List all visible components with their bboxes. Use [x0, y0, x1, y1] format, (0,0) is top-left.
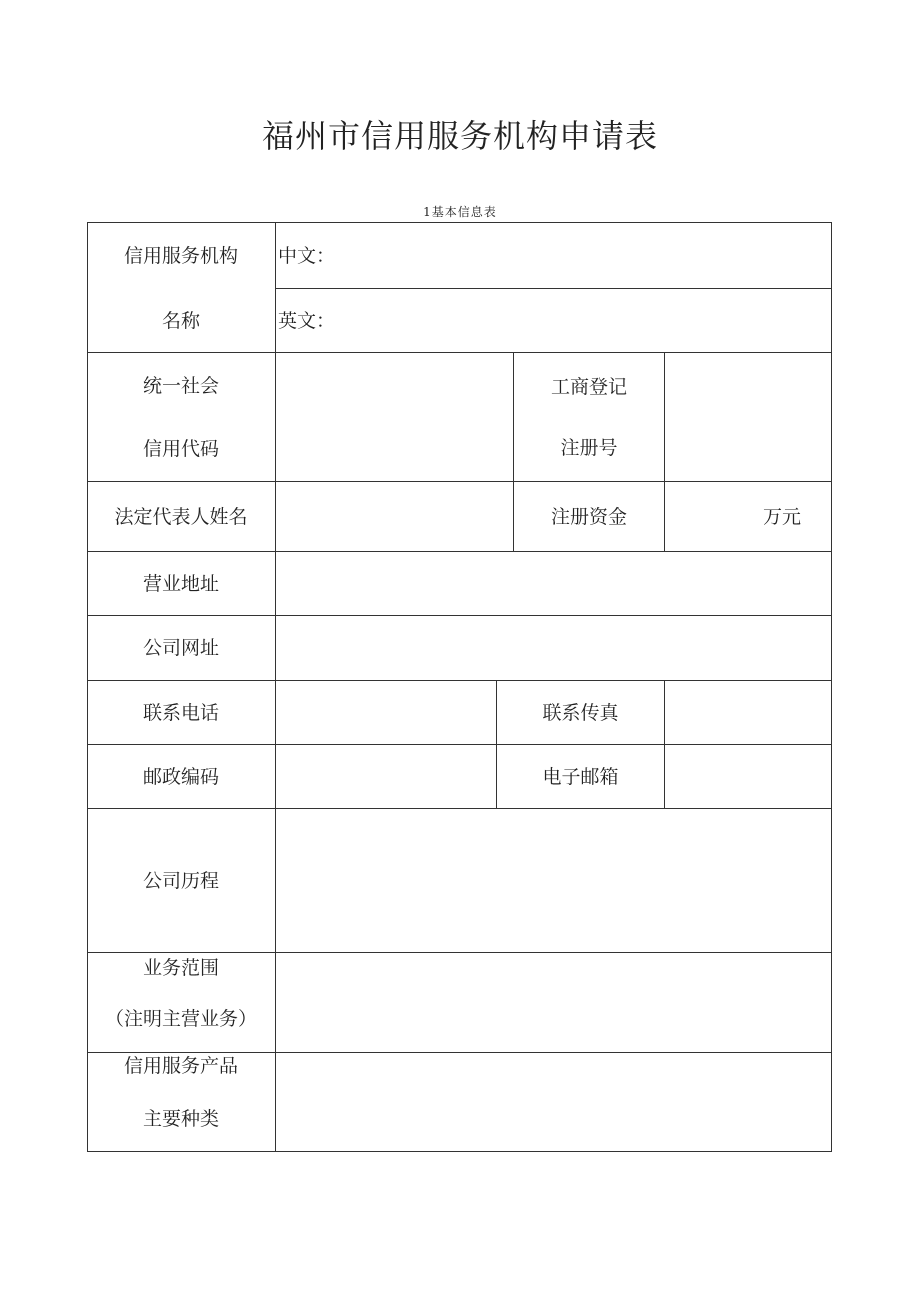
credit-code-input[interactable] — [276, 353, 513, 481]
credit-code-label-line1: 统一社会 — [142, 375, 219, 397]
business-scope-input[interactable] — [276, 953, 831, 1052]
org-name-label-line2: 名称 — [161, 310, 200, 332]
contact-phone-input[interactable] — [276, 681, 496, 744]
postal-code-input[interactable] — [276, 745, 496, 808]
business-reg-label-line1: 工商登记 — [550, 376, 627, 398]
registered-capital-input[interactable] — [665, 482, 831, 551]
credit-products-label-line1: 信用服务产品 — [123, 1055, 238, 1077]
contact-phone-label: 联系电话 — [142, 702, 219, 724]
english-name-field[interactable]: 英文： — [278, 310, 336, 332]
business-reg-label-line2: 注册号 — [560, 437, 618, 459]
credit-products-input[interactable] — [276, 1053, 831, 1151]
legal-representative-input[interactable] — [276, 482, 513, 551]
business-address-label: 营业地址 — [142, 573, 219, 595]
legal-representative-label: 法定代表人姓名 — [114, 506, 248, 528]
chinese-name-field[interactable]: 中文： — [278, 245, 336, 267]
contact-fax-label: 联系传真 — [542, 702, 619, 724]
postal-code-label: 邮政编码 — [142, 766, 219, 788]
company-history-input[interactable] — [276, 809, 831, 952]
table-caption: 1基本信息表 — [423, 205, 497, 219]
contact-fax-input[interactable] — [665, 681, 831, 744]
business-address-input[interactable] — [276, 552, 831, 615]
org-name-label-line1: 信用服务机构 — [123, 245, 238, 267]
business-scope-label-line1: 业务范围 — [142, 957, 219, 979]
company-history-label: 公司历程 — [142, 870, 219, 892]
company-website-label: 公司网址 — [142, 637, 219, 659]
document-title: 福州市信用服务机构申请表 — [261, 117, 658, 155]
business-scope-label-line2: （注明主营业务） — [104, 1008, 257, 1030]
email-input[interactable] — [665, 745, 831, 808]
company-website-input[interactable] — [276, 616, 831, 680]
row-divider — [275, 288, 832, 289]
business-reg-input[interactable] — [665, 353, 831, 481]
credit-products-label-line2: 主要种类 — [142, 1108, 219, 1130]
email-label: 电子邮箱 — [542, 766, 619, 788]
capital-unit: 万元 — [763, 506, 802, 528]
credit-code-label-line2: 信用代码 — [142, 438, 219, 460]
registered-capital-label: 注册资金 — [550, 506, 627, 528]
